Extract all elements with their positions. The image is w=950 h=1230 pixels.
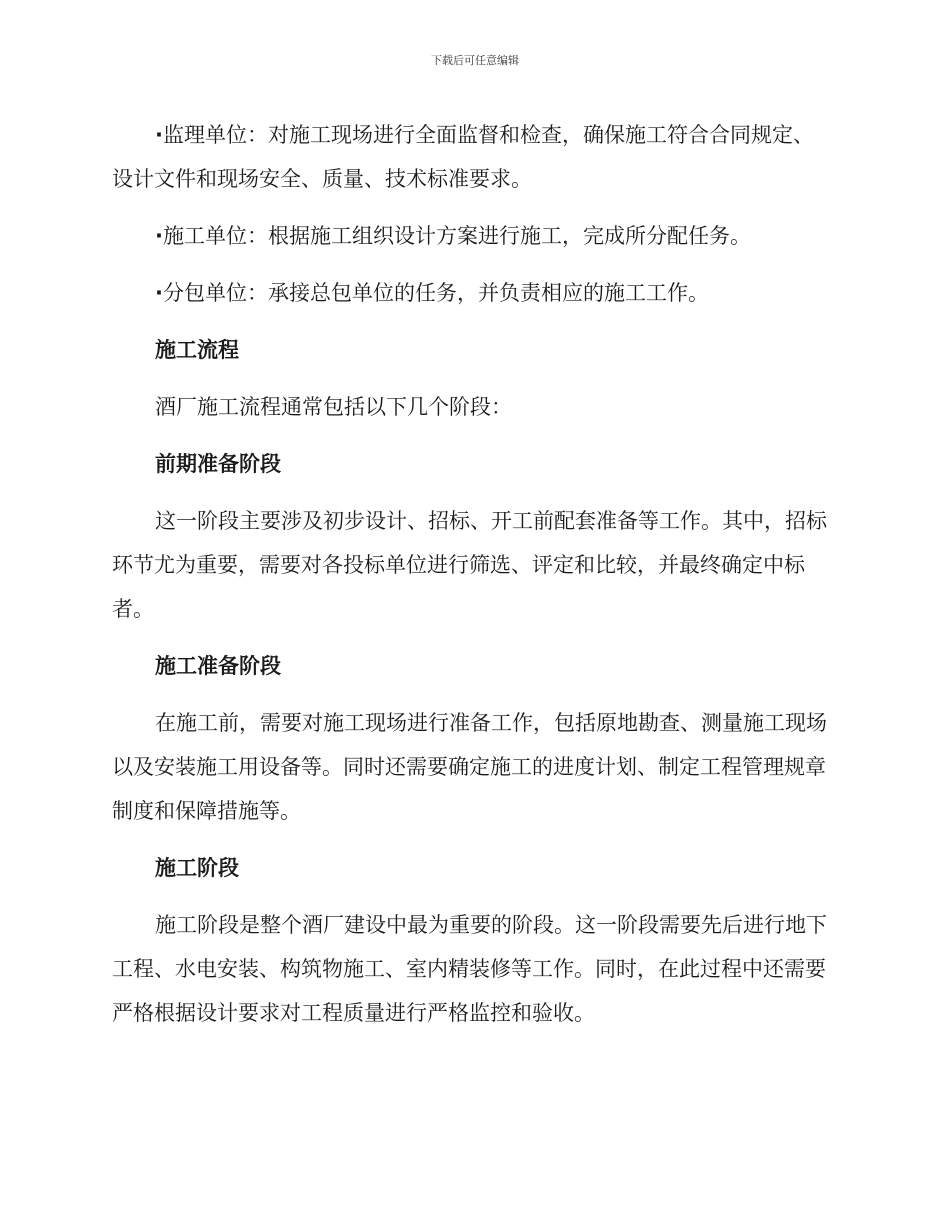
phase-heading-preparation: 施工准备阶段 [155, 654, 281, 678]
bullet-text: 施工单位：根据施工组织设计方案进行施工，完成所分配任务。 [162, 224, 751, 248]
bullet-item-subcontract [112, 271, 834, 315]
document-body [112, 113, 834, 1048]
section-heading-flow: 施工流程 [155, 338, 239, 362]
bullet-marker: · [155, 224, 163, 248]
page-header: 下载后可任意编辑 [431, 54, 519, 67]
phase-heading-preliminary: 前期准备阶段 [155, 452, 281, 476]
bullet-text: 分包单位：承接总包单位的任务，并负责相应的施工工作。 [162, 281, 709, 305]
phase-body-construction: 施工阶段是整个酒厂建设中最为重要的阶段。这一阶段需要先后进行地下工程、水电安装、构筑物施工、室内精装修等工作。同时，在此过程中还需要严格根据设计要求对工程质量进行严格监控和验收。 [112, 913, 827, 1025]
bullet-item-supervision [112, 113, 834, 201]
section-intro: 酒厂施工流程通常包括以下几个阶段： [155, 395, 512, 419]
phase-heading-construction: 施工阶段 [155, 856, 239, 880]
bullet-marker: · [155, 281, 163, 305]
phase-body-preliminary: 这一阶段主要涉及初步设计、招标、开工前配套准备等工作。其中，招标环节尤为重要，需要对各投标单位进行筛选、评定和比较，并最终确定中标者。 [112, 509, 827, 621]
bullet-item-construction [112, 214, 834, 258]
phase-body-preparation: 在施工前，需要对施工现场进行准备工作，包括原地勘查、测量施工现场以及安装施工用设备等。同时还需要确定施工的进度计划、制定工程管理规章制度和保障措施等。 [112, 711, 827, 823]
bullet-marker: · [155, 123, 163, 147]
bullet-text: 监理单位：对施工现场进行全面监督和检查，确保施工符合合同规定、设计文件和现场安全、质量、技术标准要求。 [112, 123, 814, 191]
